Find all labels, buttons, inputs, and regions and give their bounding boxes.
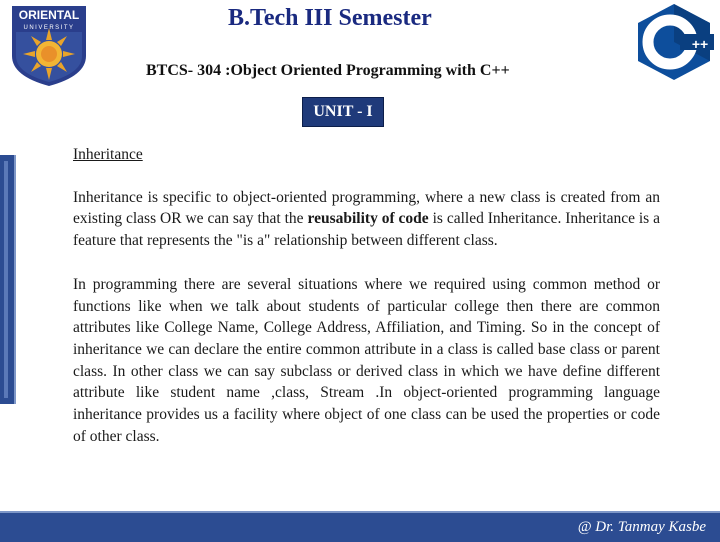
reusability-bold: reusability of code [307, 210, 429, 228]
logo-text-bottom: UNIVERSITY [23, 25, 75, 31]
paragraph-1-text-a: is specific to object-oriented programming, where a new class is created from an existing class OR we can say that the [73, 188, 660, 228]
left-decorative-bar [0, 155, 16, 404]
paragraph-1-text-b: is called Inheritance. Inheritance is a feature that represents the "is a" relationship between different class. [73, 210, 661, 250]
unit-badge: UNIT - I [302, 97, 384, 127]
cpp-plus-text: ++ [691, 36, 709, 52]
paragraph-2: In programming there are several situations where we required using common method or functions like when we talk about students of particular college then there are common attributes like College Name, College Address, Affiliation, and Timing. So in the concept of inheritance we can declare the entire common attribute in a class is called base class or parent class. In other class we can say subclass or derived class in which we have define different attribute like student name ,class, Stream .In object-oriented programming language inheritance provides us a facility where object of one class can be used the properties or code of other class. [73, 275, 660, 445]
paragraph-1 [73, 187, 660, 252]
cpp-logo [632, 2, 716, 82]
logo-text-top: ORIENTAL [18, 8, 80, 22]
oriental-university-logo [8, 2, 90, 88]
page-title: B.Tech III Semester [228, 5, 432, 31]
footer-bar [0, 511, 720, 542]
footer-credit: @ Dr. Tanmay Kasbe [577, 519, 706, 535]
course-title: BTCS- 304 :Object Oriented Programming with C++ [146, 62, 510, 79]
section-heading: Inheritance [73, 146, 143, 163]
term-inheritance: Inheritance [73, 188, 143, 206]
main-content [73, 144, 660, 447]
